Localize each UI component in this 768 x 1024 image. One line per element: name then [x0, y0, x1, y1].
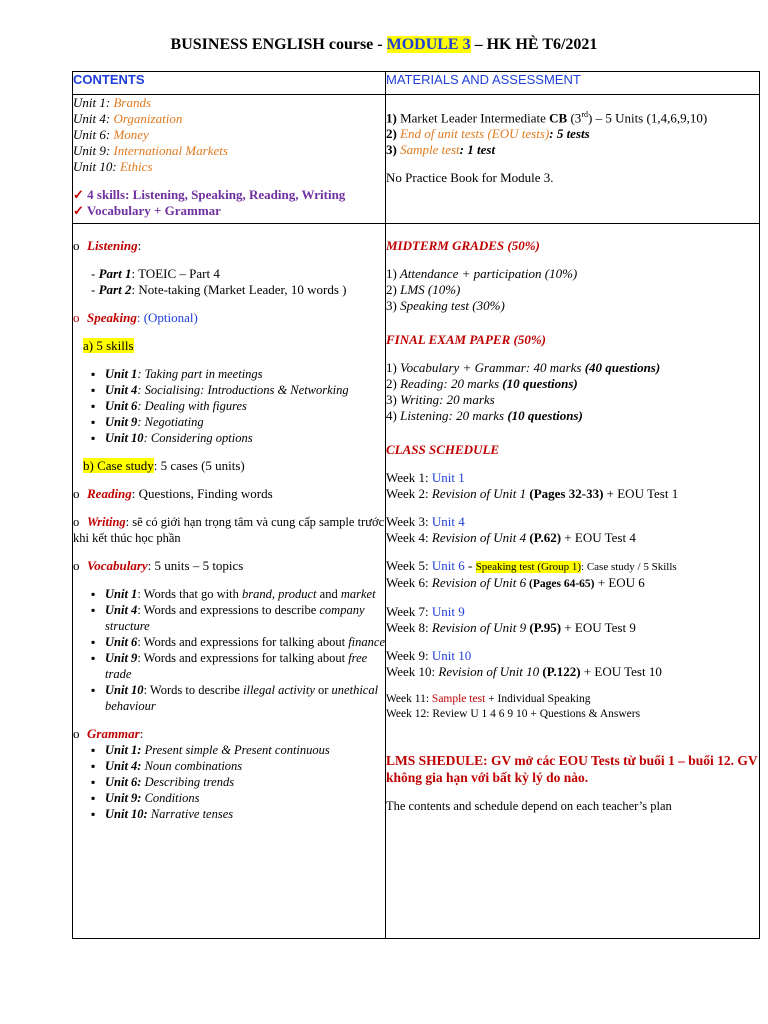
contents-header-label: CONTENTS — [73, 72, 145, 87]
title-course: BUSINESS ENGLISH course - — [170, 36, 387, 53]
material-item: 2) End of unit tests (EOU tests): 5 tests — [386, 126, 590, 142]
schedule-week: Week 8: Revision of Unit 9 (P.95) + EOU Test 9 — [386, 620, 636, 635]
final-item: 4) Listening: 20 marks (10 questions) — [386, 408, 583, 423]
list-item: ▪ Unit 4: Socialising: Introductions & Networking — [105, 382, 385, 398]
schedule-week: Week 9: Unit 10 — [386, 648, 472, 663]
case-study-line: b) Case study: 5 cases (5 units) — [83, 458, 245, 473]
vocabulary-heading: o Vocabulary: 5 units – 5 topics — [73, 558, 244, 573]
unit-line: Unit 1: Brands — [73, 95, 152, 110]
speaking-skills-label: a) 5 skills — [83, 338, 134, 353]
list-item: ▪ Unit 6: Words and expressions for talking about finance — [105, 634, 385, 650]
midterm-item: 2) LMS (10%) — [386, 282, 461, 297]
final-item: 1) Vocabulary + Grammar: 40 marks (40 questions) — [386, 360, 661, 375]
final-exam-title: FINAL EXAM PAPER (50%) — [386, 332, 546, 347]
check-item: ✓ 4 skills: Listening, Speaking, Reading, Writing — [73, 187, 346, 202]
schedule-week: Week 5: Unit 6 - Speaking test (Group 1): Case study / 5 Skills — [386, 558, 677, 573]
midterm-title: MIDTERM GRADES (50%) — [386, 238, 540, 253]
list-item: ▪ Unit 10: Narrative tenses — [105, 806, 385, 822]
list-item: ▪ Unit 4: Noun combinations — [105, 758, 385, 774]
list-item: ▪ Unit 9: Conditions — [105, 790, 385, 806]
unit-line: Unit 10: Ethics — [73, 159, 153, 174]
footer-note: The contents and schedule depend on each teacher’s plan — [386, 799, 672, 813]
final-item: 2) Reading: 20 marks (10 questions) — [386, 376, 578, 391]
schedule-week: Week 12: Review U 1 4 6 9 10 + Questions & Answers — [386, 708, 641, 720]
schedule-week: Week 7: Unit 9 — [386, 604, 465, 619]
schedule-week: Week 1: Unit 1 — [386, 470, 465, 485]
list-item: ▪ Unit 6: Dealing with figures — [105, 398, 385, 414]
contents-header — [73, 72, 386, 95]
list-item: ▪ Unit 9: Negotiating — [105, 414, 385, 430]
unit-line: Unit 9: International Markets — [73, 143, 228, 158]
materials-header-label: MATERIALS AND ASSESSMENT — [386, 72, 581, 87]
material-item: 3) Sample test: 1 test — [386, 142, 496, 158]
final-item: 3) Writing: 20 marks — [386, 392, 495, 407]
list-item: ▪ Unit 1: Taking part in meetings — [105, 366, 385, 382]
checkmark-icon: ✓ — [73, 187, 84, 202]
title-term: – HK HÈ T6/2021 — [470, 36, 598, 53]
vocabulary-list — [73, 586, 385, 714]
materials-cell — [386, 95, 760, 224]
reading-heading: o Reading: Questions, Finding words — [73, 486, 273, 501]
list-item: ▪ Unit 1: Words that go with brand, product and market — [105, 586, 385, 602]
grammar-heading: o Grammar: — [73, 726, 144, 741]
material-note: No Practice Book for Module 3. — [386, 170, 554, 186]
check-item: ✓ Vocabulary + Grammar — [73, 203, 221, 218]
list-item: ▪ Unit 10: Considering options — [105, 430, 385, 446]
list-item: ▪ Unit 1: Present simple & Present continuous — [105, 742, 385, 758]
schedule-week: Week 3: Unit 4 — [386, 514, 465, 529]
materials-header — [386, 72, 760, 95]
speaking-skills-list — [73, 366, 385, 446]
schedule-title: CLASS SCHEDULE — [386, 442, 500, 457]
schedule-week: Week 10: Revision of Unit 10 (P.122) + EOU Test 10 — [386, 664, 662, 679]
schedule-week: Week 11: Sample test + Individual Speaking — [386, 693, 591, 705]
skills-cell — [73, 224, 386, 939]
assessment-cell — [386, 224, 760, 939]
midterm-item: 1) Attendance + participation (10%) — [386, 266, 578, 281]
midterm-item: 3) Speaking test (30%) — [386, 298, 505, 313]
list-item: ▪ Unit 10: Words to describe illegal activity or unethical behaviour — [105, 682, 385, 714]
list-item: ▪ Unit 4: Words and expressions to describe company structure — [105, 602, 385, 634]
list-item: ▪ Unit 9: Words and expressions for talking about free trade — [105, 650, 385, 682]
material-item: 1) Market Leader Intermediate CB (3rd) – 5 Units (1,4,6,9,10) — [386, 110, 708, 126]
listening-heading: o Listening: — [73, 238, 142, 253]
schedule-week: Week 4: Revision of Unit 4 (P.62) + EOU Test 4 — [386, 530, 636, 545]
schedule-week: Week 6: Revision of Unit 6 (Pages 64-65) + EOU 6 — [386, 575, 645, 590]
syllabus-table — [72, 71, 760, 939]
lms-schedule-note: LMS SHEDULE: GV mở các EOU Tests từ buổi 1 – buổi 12. GV không gia hạn với bất kỳ lý do nào. — [386, 753, 758, 785]
writing-heading: o Writing: sẽ có giới hạn trọng tâm và cung cấp sample trước khi kết thúc học phần — [73, 515, 385, 545]
title-module: MODULE 3 — [386, 36, 471, 53]
unit-line: Unit 4: Organization — [73, 111, 183, 126]
speaking-heading: o Speaking: (Optional) — [73, 310, 198, 325]
schedule-week: Week 2: Revision of Unit 1 (Pages 32-33) + EOU Test 1 — [386, 486, 679, 501]
page-title — [0, 36, 768, 54]
unit-line: Unit 6: Money — [73, 127, 149, 142]
listening-part: - Part 1: TOEIC – Part 4 — [91, 266, 220, 281]
grammar-list — [73, 742, 385, 822]
checkmark-icon: ✓ — [73, 203, 84, 218]
units-cell — [73, 95, 386, 224]
list-item: ▪ Unit 6: Describing trends — [105, 774, 385, 790]
listening-part: - Part 2: Note-taking (Market Leader, 10 words ) — [91, 282, 347, 297]
